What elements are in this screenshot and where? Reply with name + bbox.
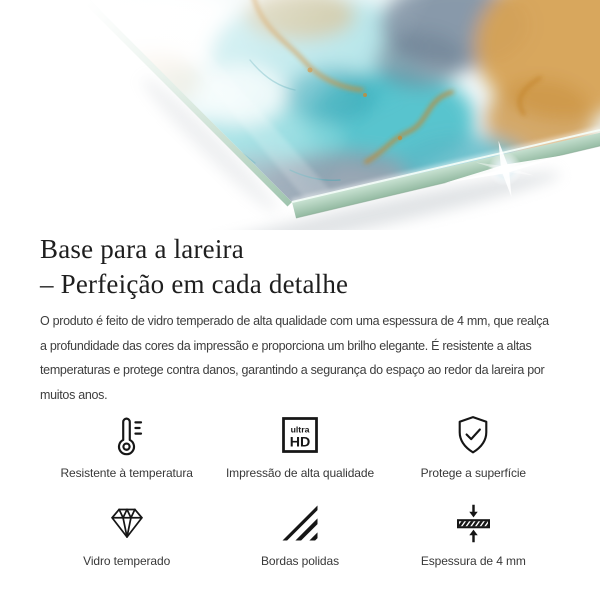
polished-edges-icon: [279, 502, 321, 544]
description-line: a profundidade das cores da impressão e proporciona um brilho elegante. É resistente a altas: [40, 338, 532, 353]
thermometer-icon: [104, 413, 149, 458]
feature-label: Resistente à temperatura: [60, 466, 193, 481]
description-line: O produto é feito de vidro temperado de alta qualidade com uma espessura de 4 mm, que realça: [40, 314, 549, 328]
feature-vidro-temperado: [40, 500, 213, 568]
feature-protege-superficie: [387, 412, 560, 480]
feature-espessura: [387, 500, 560, 568]
product-description: [40, 309, 560, 407]
thickness-arrows-icon: [451, 501, 496, 546]
feature-grid: [40, 412, 560, 568]
diamond-icon: [106, 502, 148, 544]
product-hero-image: [0, 0, 600, 230]
page-title-line2: – Perfeição em cada detalhe: [40, 269, 349, 299]
feature-bordas-polidas: [213, 500, 386, 568]
svg-text:ultra: ultra: [290, 424, 310, 435]
ultra-hd-icon: [278, 413, 322, 457]
feature-label: Espessura de 4 mm: [420, 554, 526, 569]
feature-label: Protege a superfície: [420, 466, 527, 481]
glass-panel-photo: [0, 0, 600, 230]
feature-label: Impressão de alta qualidade: [225, 466, 375, 481]
page-title-line1: Base para a lareira: [40, 234, 244, 264]
page-title: [40, 232, 560, 302]
svg-text:HD: HD: [289, 434, 311, 451]
feature-label: Bordas polidas: [261, 554, 339, 569]
feature-impressao-qualidade: [213, 412, 386, 480]
description-line: muitos anos.: [40, 387, 108, 402]
shield-check-icon: [451, 413, 495, 457]
feature-resistente-temperatura: [40, 412, 213, 480]
feature-label: Vidro temperado: [83, 554, 171, 569]
description-line: temperaturas e protege contra danos, garantindo a segurança do espaço ao redor da lareira por: [40, 363, 545, 378]
